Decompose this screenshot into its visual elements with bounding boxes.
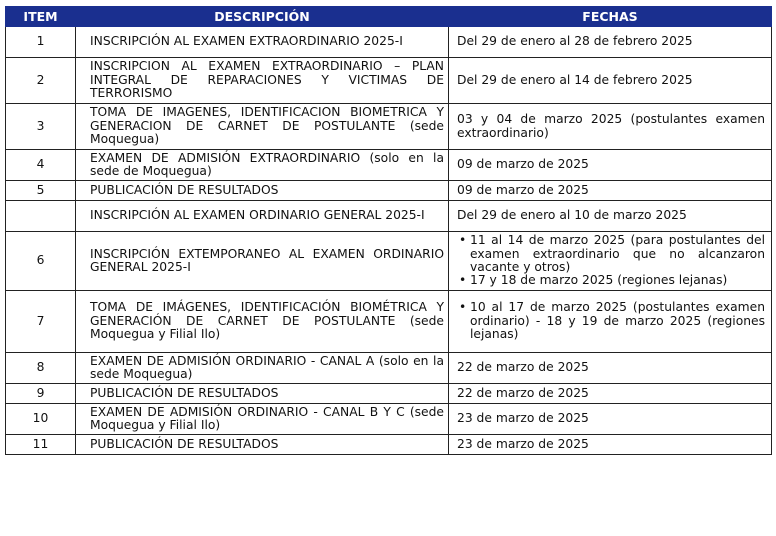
row-item-number: 11	[6, 435, 76, 455]
row-item-number: 8	[6, 353, 76, 384]
header-row	[6, 7, 772, 27]
row-dates	[449, 435, 772, 455]
row-dates	[449, 404, 772, 435]
table-row	[6, 201, 772, 232]
date-text: 22 de marzo de 2025	[457, 385, 589, 400]
row-item-number: 6	[6, 232, 76, 291]
date-text: 09 de marzo de 2025	[457, 182, 589, 197]
table-row	[6, 291, 772, 353]
header-item: ITEM	[6, 7, 76, 27]
row-item-number: 4	[6, 150, 76, 181]
row-description: TOMA DE IMAGENES, IDENTIFICACION BIOMETRICA Y GENERACION DE CARNET DE POSTULANTE (sede Moquegua)	[76, 104, 449, 150]
date-list-item: • 10 al 17 de marzo 2025 (postulantes examen ordinario) - 18 y 19 de marzo 2025 (regiones lejanas)	[457, 301, 765, 341]
table-row	[6, 181, 772, 201]
row-description: TOMA DE IMÁGENES, IDENTIFICACIÓN BIOMÉTRICA Y GENERACIÓN DE CARNET DE POSTULANTE (sede Moquegua y Filial Ilo)	[76, 291, 449, 353]
date-text: 22 de marzo de 2025	[457, 360, 589, 375]
date-list	[457, 234, 765, 288]
row-dates	[449, 353, 772, 384]
row-dates	[449, 291, 772, 353]
row-item-number: 5	[6, 181, 76, 201]
row-item-number: 2	[6, 58, 76, 104]
header-description: DESCRIPCIÓN	[76, 7, 449, 27]
header-dates: FECHAS	[449, 7, 772, 27]
date-text: Del 29 de enero al 10 de marzo 2025	[457, 208, 687, 223]
table-row	[6, 27, 772, 58]
schedule-table	[5, 6, 772, 455]
row-description: PUBLICACIÓN DE RESULTADOS	[76, 435, 449, 455]
table-row	[6, 150, 772, 181]
date-text: 03 y 04 de marzo 2025 (postulantes examen extraordinario)	[457, 112, 765, 140]
row-dates	[449, 150, 772, 181]
row-item-number: 3	[6, 104, 76, 150]
row-description: INSCRIPCIÓN EXTEMPORANEO AL EXAMEN ORDINARIO GENERAL 2025-I	[76, 232, 449, 291]
row-item-number: 1	[6, 27, 76, 58]
row-dates	[449, 232, 772, 291]
table-row	[6, 435, 772, 455]
row-dates	[449, 384, 772, 404]
date-text: 23 de marzo de 2025	[457, 411, 589, 426]
row-description: INSCRIPCION AL EXAMEN EXTRAORDINARIO – PLAN INTEGRAL DE REPARACIONES Y VICTIMAS DE TERRORISMO	[76, 58, 449, 104]
row-item-number: 9	[6, 384, 76, 404]
row-dates	[449, 58, 772, 104]
date-text: 09 de marzo de 2025	[457, 157, 589, 172]
row-dates	[449, 181, 772, 201]
table-row	[6, 58, 772, 104]
row-item-number: 10	[6, 404, 76, 435]
row-description: EXAMEN DE ADMISIÓN ORDINARIO - CANAL A (solo en la sede Moquegua)	[76, 353, 449, 384]
table-row	[6, 353, 772, 384]
row-description: INSCRIPCIÓN AL EXAMEN EXTRAORDINARIO 2025-I	[76, 27, 449, 58]
date-text: Del 29 de enero al 28 de febrero 2025	[457, 34, 693, 49]
row-dates	[449, 27, 772, 58]
table-row	[6, 384, 772, 404]
row-item-number	[6, 201, 76, 232]
date-list-item: • 11 al 14 de marzo 2025 (para postulantes del examen extraordinario que no alcanzaron vacante y otros)	[457, 234, 765, 274]
row-description: PUBLICACIÓN DE RESULTADOS	[76, 181, 449, 201]
row-item-number: 7	[6, 291, 76, 353]
table-row	[6, 404, 772, 435]
date-text: 23 de marzo de 2025	[457, 436, 589, 451]
row-description: INSCRIPCIÓN AL EXAMEN ORDINARIO GENERAL 2025-I	[76, 201, 449, 232]
date-text: Del 29 de enero al 14 de febrero 2025	[457, 72, 693, 87]
date-list	[457, 301, 765, 341]
row-description: EXAMEN DE ADMISIÓN EXTRAORDINARIO (solo en la sede de Moquegua)	[76, 150, 449, 181]
date-list-item: • 17 y 18 de marzo 2025 (regiones lejanas)	[457, 274, 765, 287]
row-dates	[449, 104, 772, 150]
table-row	[6, 232, 772, 291]
row-description: EXAMEN DE ADMISIÓN ORDINARIO - CANAL B Y C (sede Moquegua y Filial Ilo)	[76, 404, 449, 435]
row-dates	[449, 201, 772, 232]
table-row	[6, 104, 772, 150]
row-description: PUBLICACIÓN DE RESULTADOS	[76, 384, 449, 404]
